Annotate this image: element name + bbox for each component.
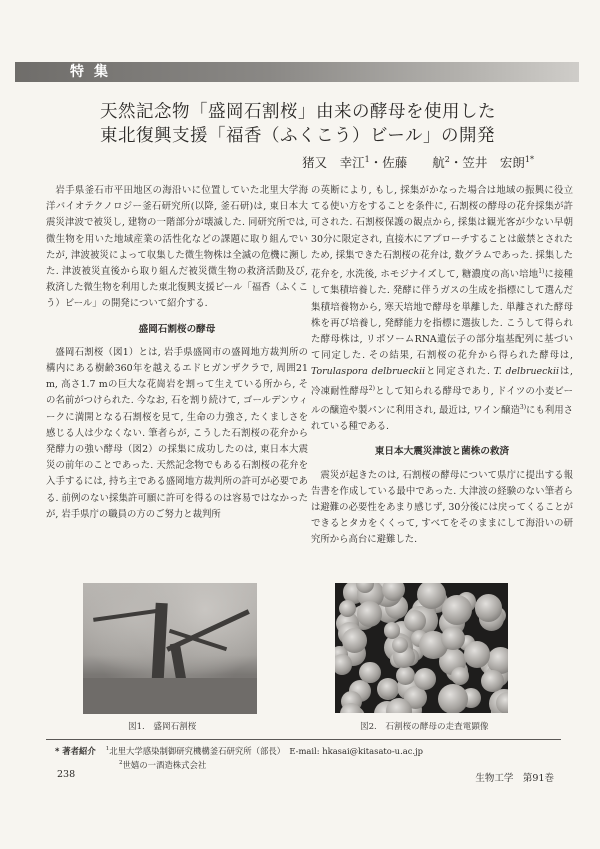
tree-photo-icon [83, 583, 257, 714]
text-run: にも利用されている種である. [311, 405, 573, 433]
section-heading: 盛岡石割桜の酵母 [138, 323, 216, 335]
left-column [46, 183, 308, 523]
author-name: 佐藤 航 [382, 155, 445, 170]
yeast-cell [451, 667, 469, 685]
section-heading: 東日本大震災津波と菌株の救済 [374, 446, 510, 458]
yeast-cell [464, 641, 491, 668]
yeast-cell [339, 600, 356, 617]
yeast-cell [379, 679, 398, 698]
footnote-rule [46, 739, 561, 740]
text-run: の英断により, もし, 採集がかなった場合は地域の振興に役立てる使い方をすることを条件に, 石割桜の酵母の花弁採集が許可された. 石割桜保護の観点から, 採集は観光客が少ない早朝30分に限定され, 直接木にアプローチすることは厳禁とされたため, 採集できた石割桜の花弁は, 数グラムであった. 採集した花弁を, 水洗後, ホモジナイズして, 糖濃度の高い培地 [311, 185, 573, 281]
yeast-cell [481, 670, 503, 692]
yeast-cell [342, 628, 367, 653]
article-title [100, 100, 520, 148]
affil-number: 1 [105, 746, 110, 752]
yeast-cell [438, 684, 468, 713]
yeast-cell [396, 666, 415, 685]
yeast-cell [475, 594, 503, 622]
author-list: 猪又 幸江$^1$・佐藤 航$^2$・笠井 宏朗$^{1*}$ [302, 154, 534, 170]
right-column [311, 183, 573, 549]
text-run: は, 冷凍耐性酵母 [311, 366, 573, 397]
reference-mark: 1) [538, 268, 545, 276]
sem-micrograph-icon [335, 583, 508, 713]
species-name: Torulaspora delbrueckii [311, 366, 426, 378]
footnote-label: * 著者紹介 [55, 745, 96, 756]
author-name: 笠井 宏朗 [462, 155, 525, 170]
yeast-cell [384, 622, 400, 638]
affil-number: 2 [119, 759, 123, 766]
species-abbreviation: T. delbrueckii [493, 366, 560, 378]
author-affil: 2 [444, 154, 450, 164]
journal-name: 生物工学 第91巻 [475, 773, 554, 784]
yeast-cell [496, 692, 508, 713]
author-name: 猪又 幸江 [302, 155, 365, 170]
affiliation-2: 世嬉の一酒造株式会社 [122, 759, 207, 770]
page-number: 238 [57, 769, 76, 780]
text-run: と同定された. [425, 366, 494, 378]
figure-1 [83, 583, 257, 714]
yeast-cell [359, 662, 380, 683]
body-paragraph: 震災が起きたのは, 石割桜の酵母について県庁に提出する報告書を作成している最中であった. 大津波の経験のない筆者らは避難の必要性をあまり感じず, 30分後には戻ってくることができるとタカをくくって, すべてをそのままにして海沿いの研究所から高台に避難した. [311, 469, 573, 546]
title-line-1: 天然記念物「盛岡石割桜」由来の酵母を使用した [100, 102, 496, 122]
figure-1-caption: 図1. 盛岡石割桜 [128, 722, 197, 732]
section-label: 特集 [70, 64, 118, 80]
text-run: として知られる酵母であり, ドイツの小麦ビールの醸造や製パンに利用され, 最近は, ワイン醸造 [311, 385, 573, 417]
title-line-2: 東北復興支援「福香（ふくこう）ビール」の開発 [100, 126, 495, 146]
yeast-cell [335, 654, 352, 674]
body-paragraph: 盛岡石割桜（図1）とは, 岩手県盛岡市の盛岡地方裁判所の構内にある樹齢360年を越えるエドヒガンザクラで, 周囲21 m, 高さ1.7 mの巨大な花崗岩を割って生えている所から, その名前がつけられた. 今なお, 石を割り続けて, ゴールデンウィークに満開となる石割桜を見て, 生命の力強さ, たくましさを感じる人は少なくない. 筆者らが, こうした石割桜の花弁から発酵力の強い酵母（図2）の採集に成功したのは, 東日本大震災の前年のことであった. 天然記念物でもある石割桜の花弁を入手するには, 持ち主である盛岡地方裁判所の許可が必要である. 前例のない採集許可願に許可を得るのは容易ではなかったが, 岩手県庁の職員の方のご努力と裁判所 [46, 346, 308, 520]
author-affil: 1* [524, 154, 534, 164]
author-footnote [55, 743, 423, 771]
author-affil: 1 [364, 154, 370, 164]
yeast-cell [414, 668, 436, 690]
yeast-cell [442, 595, 472, 625]
yeast-cell [441, 627, 465, 651]
text-run: に接種して集積培養した. 発酵に伴うガスの生成を指標にして選んだ集積培養物から, 寒天培地で酵母を単離した. 単離された酵母株を再び培養し, 発酵能力を指標に選抜した. こうして得られた酵母株は, リボソームRNA遺伝子の部分塩基配列に基づいて同定した. その結果, 石割桜の花弁から得られた酵母は, [311, 269, 573, 362]
body-paragraph [311, 183, 573, 435]
figure-2 [335, 583, 508, 713]
section-band [15, 62, 579, 82]
intro-paragraph: 岩手県釜石市平田地区の海沿いに位置していた北里大学海洋バイオテクノロジー釜石研究所(以降, 釜石研)は, 東日本大震災津波で被災し, 建物の一階部分が壊滅した. 同研究所では, 微生物を用いた地域産業の活性化などの課題に取り組んでいたが, 津波被災によって収集した微生物株は全滅の危機に瀕した. 津波被災直後から取り組んだ被災微生物の救済活動及び, 救済した微生物を利用した東北復興支援ビール「福香（ふくこう）ビール」の開発について紹介する. [46, 185, 308, 310]
affiliation-1: 北里大学感染制御研究機構釜石研究所（部長） E-mail: hkasai@kitasato-u.ac.jp [109, 745, 424, 756]
reference-mark: 2) [368, 384, 375, 392]
figure-2-caption: 図2. 石割桜の酵母の走査電顕像 [360, 722, 489, 732]
reference-mark: 3) [519, 403, 527, 411]
yeast-cell [357, 601, 382, 626]
